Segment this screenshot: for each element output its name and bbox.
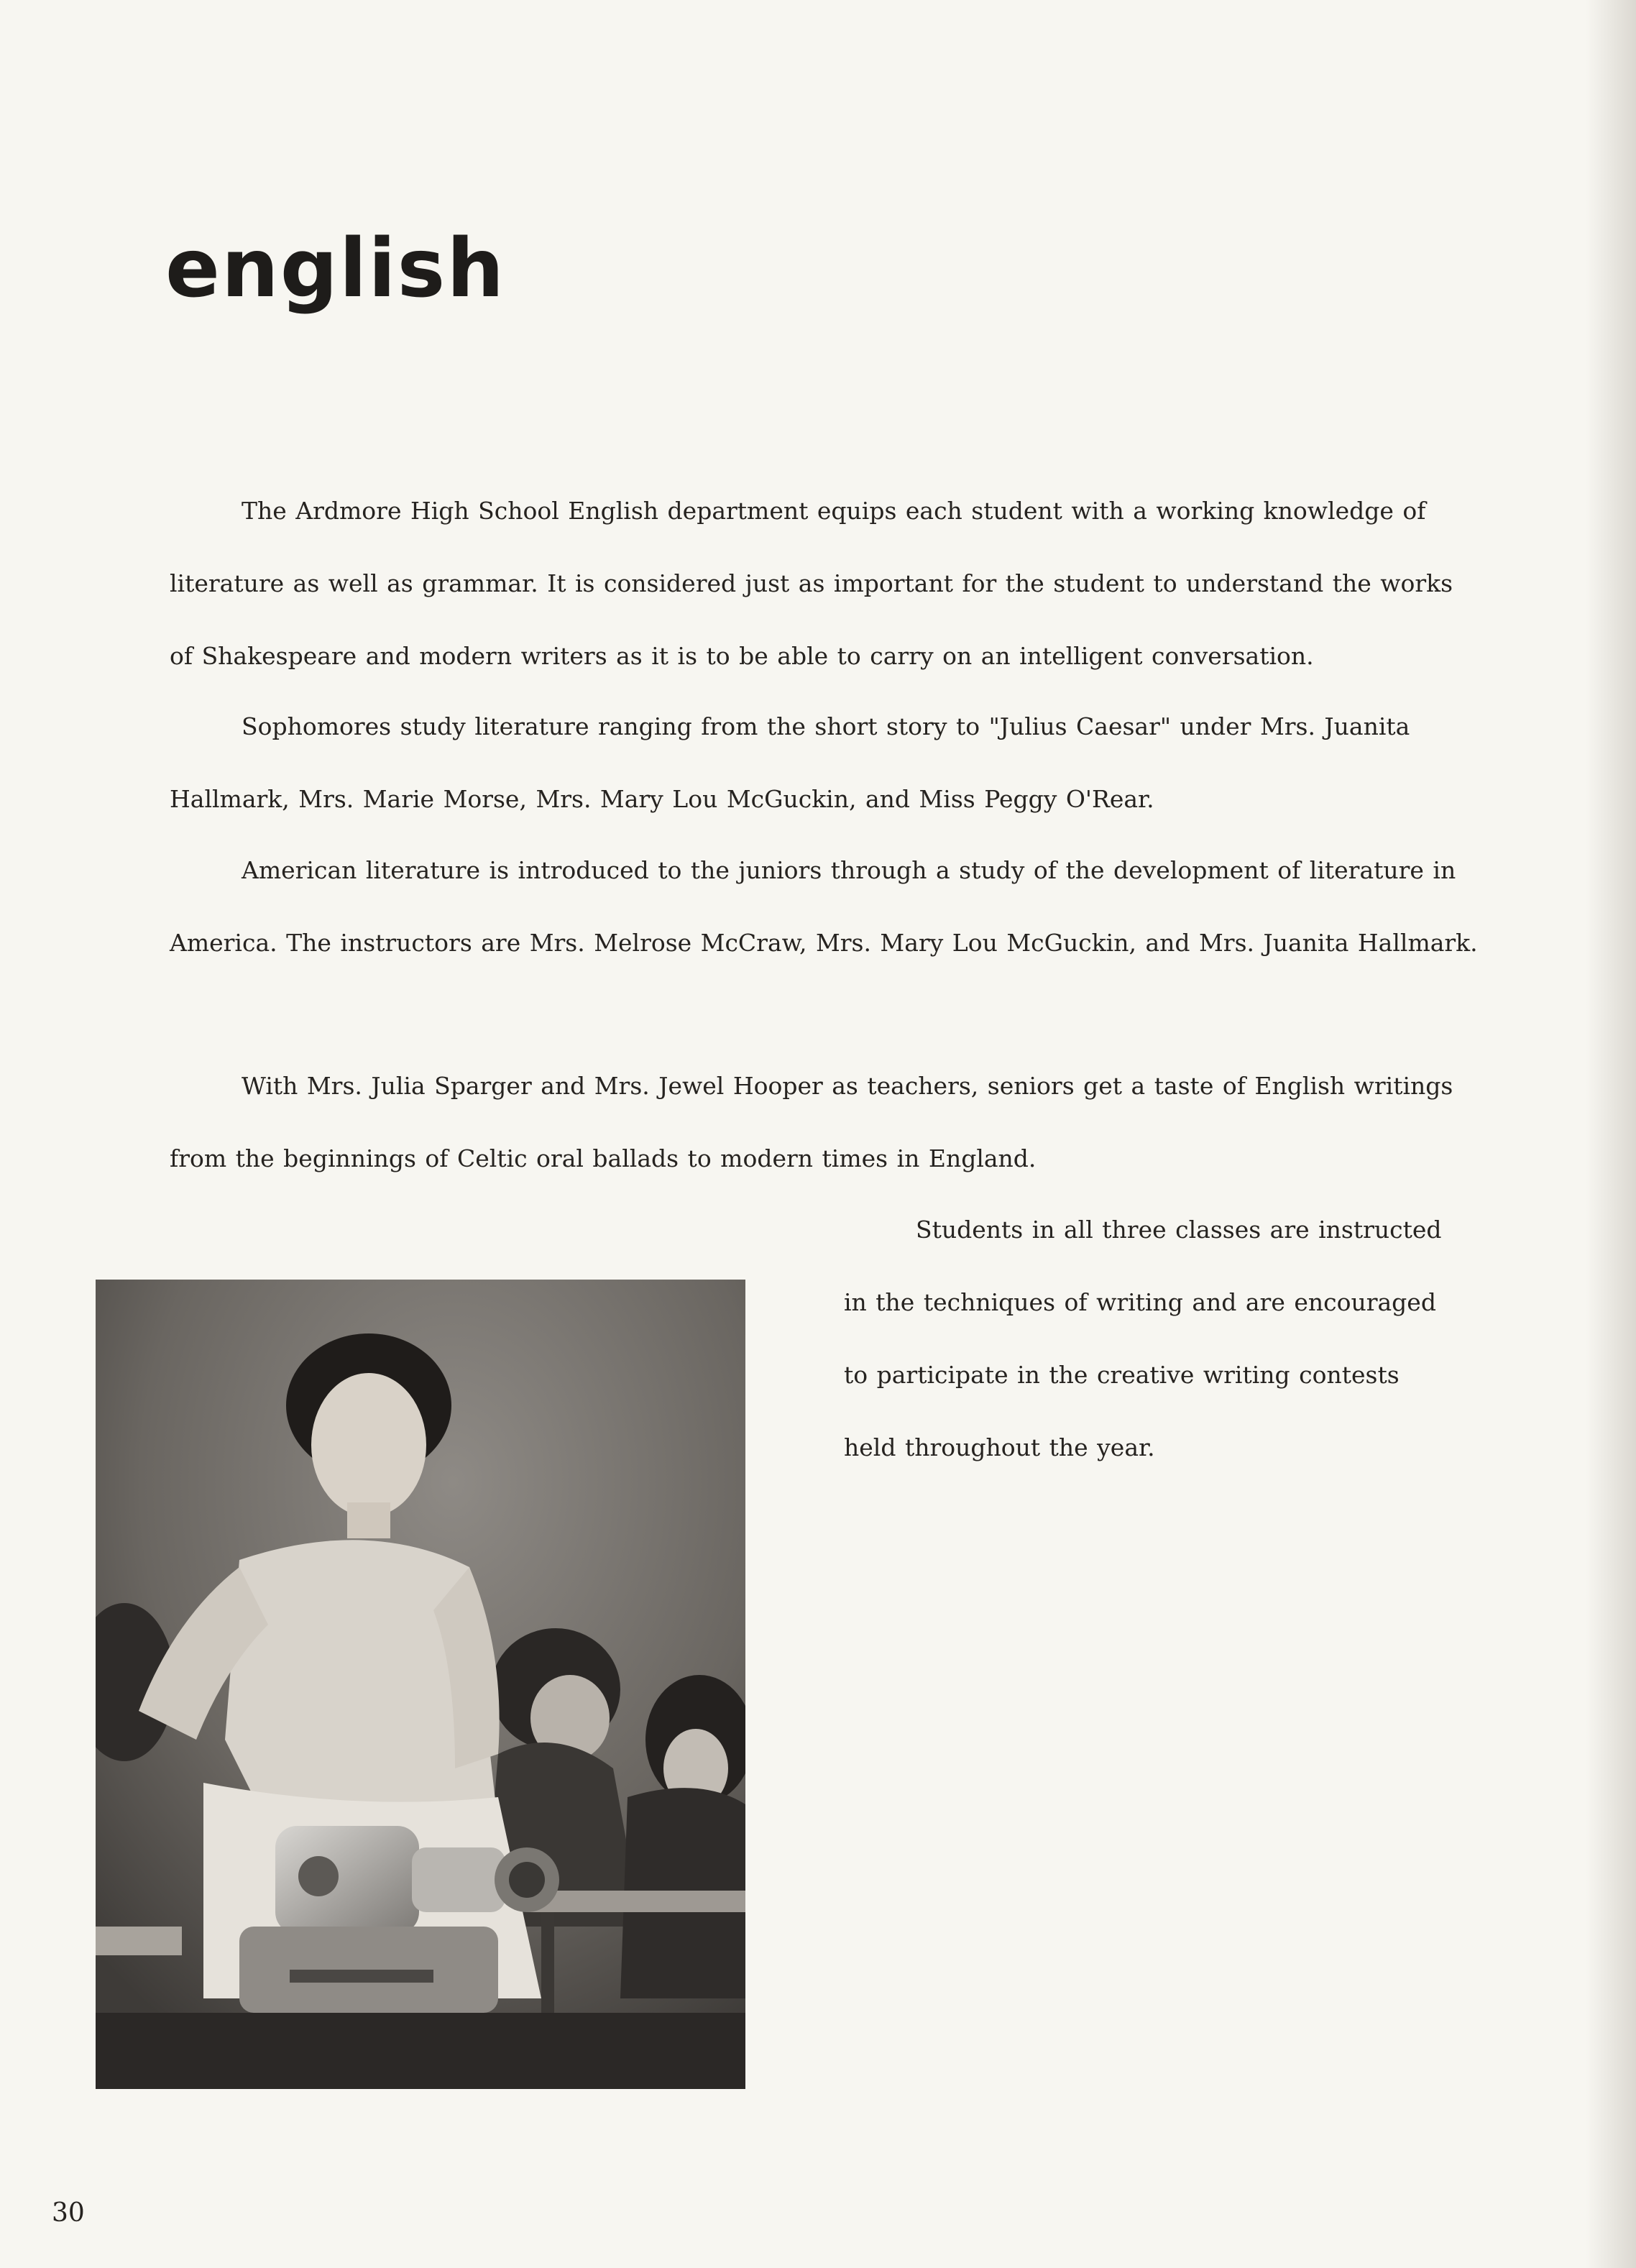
paragraph-all-classes: Students in all three classes are instructed in the techniques of writing and are encouraged to participate in the creative writing contests held throughout the year. [844,1216,1442,1461]
paragraph-intro: The Ardmore High School English department equips each student with a working knowledge of literature as well as grammar. It is considered just as important for the student to understand the works of Shakespeare and modern writers as it is to be able to carry on an intelligent conversation. [170,497,1453,670]
paragraph-juniors: American literature is introduced to the juniors through a study of the development of literature in America. The instructors are Mrs. Melrose McCraw, Mrs. Mary Lou McGuckin, and Mrs. Juanita Hallmark. [170,856,1478,957]
paragraph-sophomores: Sophomores study literature ranging from the short story to "Julius Caesar" under Mrs. Juanita Hallmark, Mrs. Marie Morse, Mrs. Mary Lou McGuckin, and Miss Peggy O'Rear. [170,712,1410,813]
paragraph-seniors: With Mrs. Julia Sparger and Mrs. Jewel Hooper as teachers, seniors get a taste of English writings from the beginnings of Celtic oral ballads to modern times in England. [170,1072,1453,1172]
page-title: english [165,222,506,316]
teacher-photo [96,1280,745,2089]
page-number: 30 [52,2198,85,2228]
page-edge-shadow [1586,0,1636,2268]
